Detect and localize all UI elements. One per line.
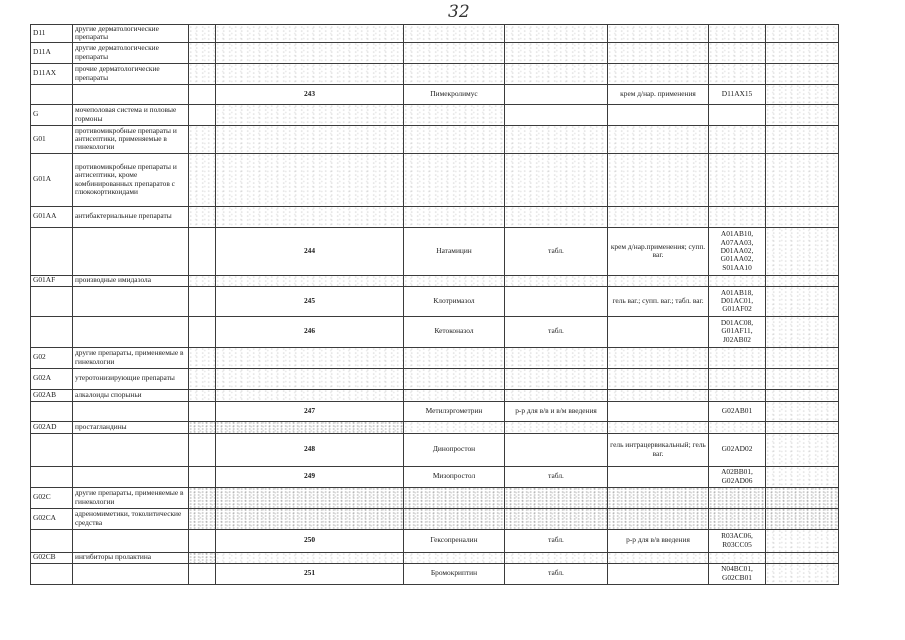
drug-number-cell: 247 [216,401,404,421]
atc-code-cell: G02CA [31,508,73,529]
atc-group-cell: алкалоиды спорыньи [73,389,189,401]
atc-code-cell: G01A [31,153,73,206]
group-row [31,63,839,84]
drug-number-cell: 249 [216,466,404,487]
drug-inn-cell: Гексопреналин [404,529,505,552]
drug-number-cell: 243 [216,84,404,104]
dosage-form-cell [608,401,709,421]
drug-number-cell: 250 [216,529,404,552]
group-row [31,368,839,389]
atc-group-cell: другие препараты, применяемые в гинекологии [73,487,189,508]
dosage-form-cell [608,563,709,584]
dosage-form-cell [505,84,608,104]
dosage-form-cell: гель ваг.; супп. ваг.; табл. ваг. [608,286,709,316]
atc-group-cell: противомикробные препараты и антисептики, применяемые в гинекологии [73,125,189,153]
group-row [31,347,839,368]
atc-codes-cell: R03AC06, R03CC05 [709,529,766,552]
drug-list-table [30,24,839,585]
atc-group-cell: другие дерматологические препараты [73,42,189,63]
drug-inn-cell: Пимекролимус [404,84,505,104]
atc-group-cell: другие дерматологические препараты [73,25,189,43]
dosage-form-cell: гель интрацервикальный; гель ваг. [608,433,709,466]
dosage-form-cell [608,466,709,487]
atc-group-cell: производные имидазола [73,275,189,286]
atc-codes-cell: G02AB01 [709,401,766,421]
group-row [31,508,839,529]
atc-codes-cell: G02AD02 [709,433,766,466]
dosage-form-cell: табл. [505,227,608,275]
atc-codes-cell: D11AX15 [709,84,766,104]
drug-row [31,84,839,104]
drug-row [31,227,839,275]
atc-codes-cell: A01AB10, A07AA03, D01AA02, G01AA02, S01AA10 [709,227,766,275]
atc-code-cell: G02AD [31,421,73,433]
group-row [31,552,839,563]
atc-group-cell: простагландины [73,421,189,433]
dosage-form-cell: крем д/нар.применения; супп. ваг. [608,227,709,275]
atc-code-cell: D11A [31,42,73,63]
atc-codes-cell: D01AC08, G01AF11, J02AB02 [709,316,766,347]
drug-row [31,433,839,466]
dosage-form-cell [505,433,608,466]
atc-group-cell: противомикробные препараты и антисептики, кроме комбинированных препаратов с глюкокортикоидами [73,153,189,206]
atc-group-cell: адреномиметики, токолитические средства [73,508,189,529]
dosage-form-cell: р-р для в/в и в/м введения [505,401,608,421]
drug-inn-cell: Кетоконазол [404,316,505,347]
drug-row [31,401,839,421]
drug-number-cell: 248 [216,433,404,466]
page-number: 32 [448,2,470,22]
atc-codes-cell: A02BB01, G02AD06 [709,466,766,487]
group-row [31,125,839,153]
drug-number-cell: 244 [216,227,404,275]
dosage-form-cell: крем д/нар. применения [608,84,709,104]
atc-code-cell: G02C [31,487,73,508]
atc-code-cell: G [31,104,73,125]
atc-group-cell: прочие дерматологические препараты [73,63,189,84]
group-row [31,42,839,63]
atc-code-cell: G01AA [31,206,73,227]
atc-code-cell: G01 [31,125,73,153]
atc-group-cell: мочеполовая система и половые гормоны [73,104,189,125]
atc-codes-cell: N04BC01, G02CB01 [709,563,766,584]
drug-inn-cell: Натамицин [404,227,505,275]
dosage-form-cell [608,316,709,347]
dosage-form-cell: табл. [505,563,608,584]
atc-code-cell: G02A [31,368,73,389]
drug-number-cell: 246 [216,316,404,347]
group-row [31,206,839,227]
drug-row [31,529,839,552]
group-row [31,25,839,43]
atc-group-cell: другие препараты, применяемые в гинекологии [73,347,189,368]
drug-row [31,466,839,487]
atc-codes-cell: A01AB18, D01AC01, G01AF02 [709,286,766,316]
atc-group-cell: утеротонизирующие препараты [73,368,189,389]
drug-number-cell: 245 [216,286,404,316]
drug-number-cell: 251 [216,563,404,584]
drug-row [31,563,839,584]
drug-inn-cell: Клотримазол [404,286,505,316]
group-row [31,487,839,508]
group-row [31,421,839,433]
atc-code-cell: G02 [31,347,73,368]
drug-row [31,316,839,347]
atc-code-cell: D11AX [31,63,73,84]
atc-group-cell: антибактериальные препараты [73,206,189,227]
dosage-form-cell [505,286,608,316]
atc-code-cell: G01AF [31,275,73,286]
group-row [31,153,839,206]
drug-inn-cell: Бромокриптин [404,563,505,584]
group-row [31,389,839,401]
dosage-form-cell: табл. [505,316,608,347]
group-row [31,104,839,125]
atc-group-cell: ингибиторы пролактина [73,552,189,563]
drug-inn-cell: Динопростон [404,433,505,466]
dosage-form-cell: табл. [505,529,608,552]
dosage-form-cell: р-р для в/в введения [608,529,709,552]
atc-code-cell: D11 [31,25,73,43]
atc-code-cell: G02AB [31,389,73,401]
drug-inn-cell: Мизопростол [404,466,505,487]
group-row [31,275,839,286]
drug-inn-cell: Метилэргометрин [404,401,505,421]
drug-row [31,286,839,316]
atc-code-cell: G02CB [31,552,73,563]
dosage-form-cell: табл. [505,466,608,487]
